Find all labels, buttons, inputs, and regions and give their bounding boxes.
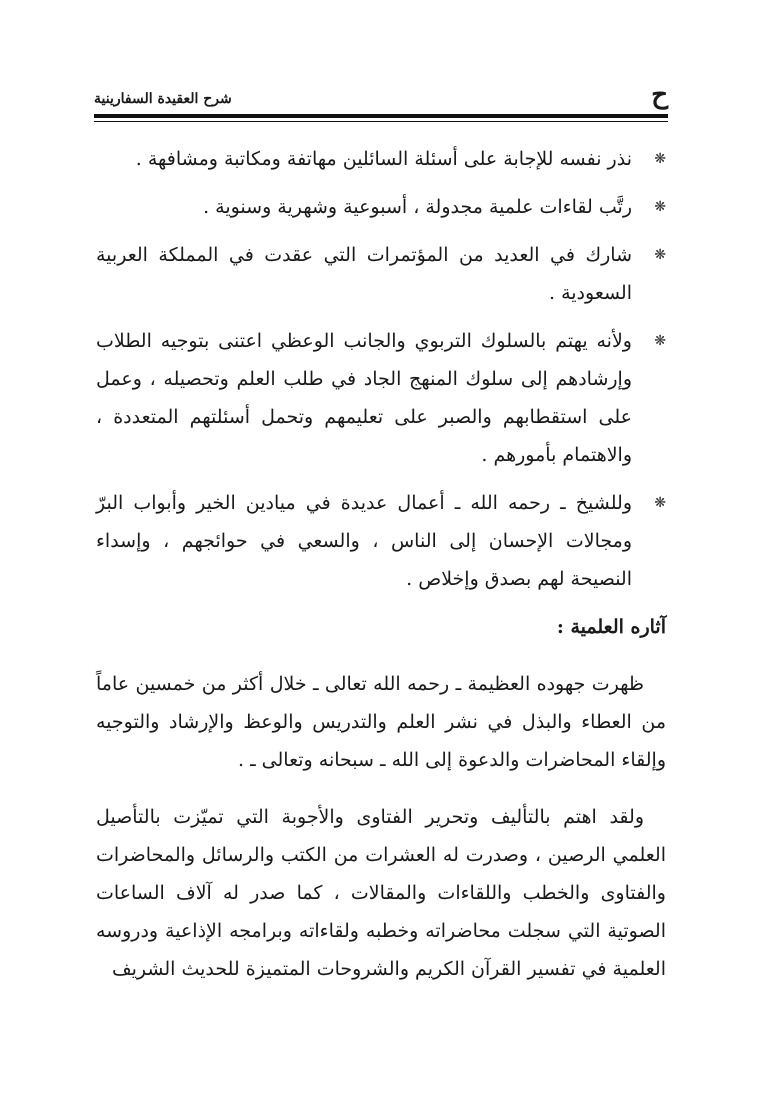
header-rule-thick bbox=[94, 114, 668, 118]
bullet-text: رتَّب لقاءات علمية مجدولة ، أسبوعية وشهرية وسنوية . bbox=[203, 196, 632, 218]
asterisk-icon: ❋ bbox=[654, 333, 666, 349]
bullet-item bbox=[96, 236, 666, 312]
page-header bbox=[94, 80, 668, 112]
bullet-item bbox=[96, 484, 666, 598]
bullet-item bbox=[96, 188, 666, 226]
page-number: ح bbox=[651, 80, 668, 110]
body-paragraph: ظهرت جهوده العظيمة ـ رحمه الله تعالى ـ خلال أكثر من خمسين عاماً من العطاء والبذل في نشر العلم والتدريس والوعظ والإرشاد والتوجيه وإلقاء المحاضرات والدعوة إلى الله ـ سبحانه وتعالى ـ . bbox=[96, 673, 666, 771]
header-rule-thin bbox=[94, 121, 668, 122]
bullet-item bbox=[96, 140, 666, 178]
bullet-item bbox=[96, 322, 666, 474]
asterisk-icon: ❋ bbox=[654, 495, 666, 511]
bullet-text: نذر نفسه للإجابة على أسئلة السائلين مهاتفة ومكاتبة ومشافهة . bbox=[135, 148, 632, 170]
asterisk-icon: ❋ bbox=[654, 199, 666, 215]
section-heading: آثاره العلمية : bbox=[556, 616, 666, 638]
bullet-text: وللشيخ ـ رحمه الله ـ أعمال عديدة في ميادين الخير وأبواب البرّ ومجالات الإحسان إلى الناس ، والسعي في حوائجهم ، وإسداء النصيحة لهم بصدق وإخلاص . bbox=[96, 492, 632, 590]
body-paragraph: ولقد اهتم بالتأليف وتحرير الفتاوى والأجوبة التي تميّزت بالتأصيل العلمي الرصين ، وصدرت له العشرات من الكتب والرسائل والمحاضرات والفتاوى والخطب واللقاءات والمقالات ، كما صدر له آلاف الساعات الصوتية التي سجلت محاضراته وخطبه ولقاءاته وبرامجه الإذاعية ودروسه العلمية في تفسير القرآن الكريم والشروحات المتميزة للحديث الشريف bbox=[96, 806, 666, 980]
asterisk-icon: ❋ bbox=[654, 151, 666, 167]
asterisk-icon: ❋ bbox=[654, 247, 666, 263]
bullet-text: شارك في العديد من المؤتمرات التي عقدت في المملكة العربية السعودية . bbox=[96, 244, 632, 304]
running-title: شرح العقيدة السفارينية bbox=[94, 91, 232, 107]
bullet-text: ولأنه يهتم بالسلوك التربوي والجانب الوعظي اعتنى بتوجيه الطلاب وإرشادهم إلى سلوك المنهج الجاد في طلب العلم وتحصيله ، وعمل على استقطابهم والصبر على تعليمهم وتحمل أسئلتهم المتعددة ، والاهتمام بأمورهم . bbox=[96, 330, 632, 466]
page-body bbox=[96, 140, 666, 1006]
